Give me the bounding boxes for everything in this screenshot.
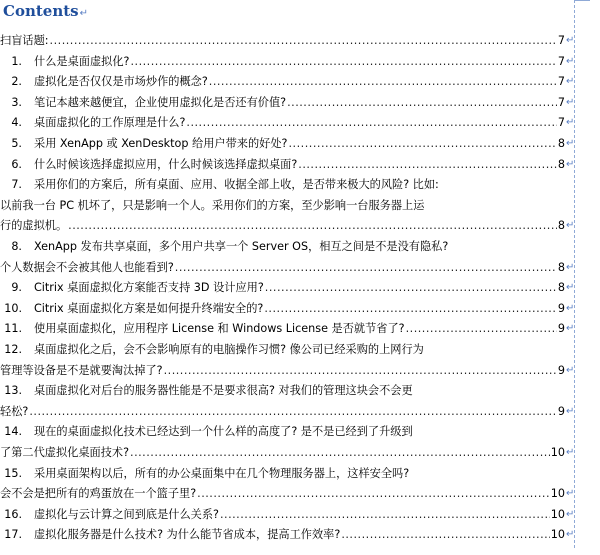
dot-leader (197, 484, 550, 504)
toc-page-number: 8 (557, 157, 565, 171)
toc-page-number: 7 (557, 116, 565, 130)
toc-entry[interactable] (0, 402, 574, 422)
return-mark-icon: ↵ (566, 323, 575, 335)
toc-page-number: 7 (557, 34, 565, 47)
toc-entry[interactable] (0, 484, 574, 504)
contents-heading (3, 2, 88, 20)
toc-entry-number: 12. (4, 343, 22, 356)
toc-entry-line[interactable] (0, 196, 574, 216)
return-mark-icon: ↵ (566, 529, 575, 541)
toc-entry[interactable] (0, 93, 574, 113)
toc-entry-title: 什么时候该选择虚拟应用，什么时候该选择虚拟桌面? (34, 157, 298, 171)
toc-entry-title-continued: 管理等设备是不是就要淘汰掉了? (0, 363, 163, 377)
return-mark-icon: ↵ (566, 117, 575, 129)
return-mark-icon: ↵ (566, 138, 575, 149)
return-mark-icon: ↵ (566, 261, 575, 273)
toc-entry-title: Citrix 桌面虚拟化方案是如何提升终端安全的? (34, 301, 264, 315)
toc-entry-title-continued: 了第二代虚拟化桌面技术? (0, 446, 130, 459)
toc-entry-title-continued: 行的虚拟机。 (0, 219, 68, 233)
return-mark-icon: ↵ (79, 8, 88, 19)
return-mark-icon: ↵ (566, 405, 575, 417)
toc-page-number: 10 (550, 446, 565, 459)
toc-entry-number: 17. (4, 528, 22, 542)
toc-page-number: 8 (557, 281, 565, 295)
toc-entry-number: 13. (4, 384, 22, 398)
dot-leader (209, 72, 557, 92)
return-mark-icon: ↵ (566, 508, 575, 520)
toc-entry-number: 8. (11, 240, 22, 253)
toc-entry-line[interactable] (0, 422, 574, 442)
toc-page-number: 9 (557, 404, 565, 418)
dot-leader (341, 525, 549, 545)
toc-entry-number: 3. (11, 95, 22, 109)
toc-entry-title: 采用 XenApp 或 XenDesktop 给用户带来的好处? (34, 137, 288, 150)
return-mark-icon: ↵ (566, 96, 575, 108)
toc-entry[interactable] (0, 134, 574, 154)
toc-entry-number: 6. (11, 157, 22, 171)
toc-entry[interactable] (0, 216, 574, 236)
toc-page-number: 10 (550, 507, 565, 521)
toc-entry-line[interactable] (0, 237, 574, 257)
toc-entry-title: 桌面虚拟化的工作原理是什么? (34, 116, 186, 130)
toc-entry-number: 1. (11, 54, 22, 68)
toc-page-number: 9 (557, 363, 565, 377)
toc-entry-number: 15. (4, 466, 22, 480)
toc-page-number: 10 (550, 487, 565, 501)
toc-entry-title: 桌面虚拟化对后台的服务器性能是不是要求很高? 对我们的管理这块会不会更 (34, 384, 413, 398)
toc-entry[interactable] (0, 31, 574, 51)
margin-guide (574, 0, 575, 548)
dot-leader (130, 52, 556, 72)
dot-leader (186, 113, 556, 133)
toc-entry[interactable] (0, 113, 574, 133)
toc-entry[interactable] (0, 278, 574, 298)
toc-page-number: 7 (557, 54, 565, 68)
toc-entry-number: 11. (4, 322, 22, 336)
return-mark-icon: ↵ (566, 220, 575, 232)
dot-leader (287, 93, 557, 113)
toc-page-number: 10 (550, 528, 565, 542)
dot-leader (130, 443, 550, 463)
toc-page-number: 9 (557, 301, 565, 315)
toc-entry[interactable] (0, 299, 574, 319)
toc-entry-title: 采用你们的方案后，所有桌面、应用、收据全部上收，是否带来极大的风险? 比如: (34, 178, 439, 192)
return-mark-icon: ↵ (566, 55, 575, 67)
toc-entry-line[interactable] (0, 175, 574, 195)
dot-leader (175, 258, 557, 278)
dot-leader (220, 505, 550, 525)
toc-entry[interactable] (0, 505, 574, 525)
dot-leader (50, 31, 557, 51)
toc-entry[interactable] (0, 525, 574, 545)
toc-entry-number: 7. (11, 178, 22, 192)
toc-entry-title: 笔记本越来越便宜，企业使用虚拟化是否还有价值? (34, 95, 287, 109)
toc-entry-title: 什么是桌面虚拟化? (34, 54, 130, 68)
toc-page-number: 7 (557, 75, 565, 89)
toc-entry-number: 4. (11, 116, 22, 130)
toc-entry[interactable] (0, 52, 574, 72)
toc-entry-title: 以前我一台 PC 机坏了，只是影响一个人。采用你们的方案，至少影响一台服务器上运 (0, 198, 425, 212)
toc-entry[interactable] (0, 361, 574, 381)
toc-page-number: 8 (557, 260, 565, 274)
toc-entry[interactable] (0, 155, 574, 175)
dot-leader (264, 299, 557, 319)
toc-page-number: 8 (557, 137, 565, 150)
dot-leader (164, 361, 557, 381)
toc-entry-number: 9. (11, 281, 22, 295)
toc-entry[interactable] (0, 443, 574, 463)
toc-entry-line[interactable] (0, 340, 574, 360)
toc-entry-title: 采用桌面架构以后，所有的办公桌面集中在几个物理服务器上，这样安全吗? (34, 466, 410, 480)
toc-entry-title: 现在的桌面虚拟化技术已经达到一个什么样的高度了? 是不是已经到了升级到 (34, 425, 413, 439)
return-mark-icon: ↵ (566, 35, 575, 46)
return-mark-icon: ↵ (566, 302, 575, 314)
dot-leader (406, 319, 557, 339)
return-mark-icon: ↵ (566, 158, 575, 170)
toc-entry-title: 虚拟化是否仅仅是市场炒作的概念? (34, 75, 208, 89)
dot-leader (29, 402, 557, 422)
margin-guide-corner (574, 0, 590, 1)
toc-entry-number: 5. (11, 137, 22, 150)
toc-entry-title: 虚拟化服务器是什么技术? 为什么能节省成本，提高工作效率? (34, 528, 341, 542)
toc-entry-title: XenApp 发布共享桌面，多个用户共享一个 Server OS，相互之间是不是没有隐私? (34, 240, 449, 253)
toc-entry-title: Citrix 桌面虚拟化方案能否支持 3D 设计应用? (34, 281, 264, 295)
toc-page-number: 9 (557, 322, 565, 336)
toc-entry-number: 16. (4, 507, 22, 521)
toc-entry-title: 扫盲话题: (0, 34, 49, 47)
toc-entry-number: 10. (4, 301, 22, 315)
toc-entry-title: 使用桌面虚拟化，应用程序 License 和 Windows License 是否就节省了? (34, 322, 405, 336)
toc-entry-title: 桌面虚拟化之后，会不会影响原有的电脑操作习惯? 像公司已经采购的上网行为 (34, 343, 424, 356)
return-mark-icon: ↵ (566, 76, 575, 88)
dot-leader (265, 278, 557, 298)
toc-entry-title-continued: 会不会是把所有的鸡蛋放在一个篮子里? (0, 487, 197, 501)
toc-entry-line[interactable] (0, 464, 574, 484)
return-mark-icon: ↵ (566, 282, 575, 294)
return-mark-icon: ↵ (566, 364, 575, 376)
dot-leader (298, 155, 557, 175)
toc-page-number: 7 (557, 95, 565, 109)
dot-leader (289, 134, 557, 154)
contents-title: Contents (3, 2, 79, 20)
toc-entry-number: 2. (11, 75, 22, 89)
return-mark-icon: ↵ (566, 488, 575, 500)
toc-entry[interactable] (0, 258, 574, 278)
toc-entry-title: 虚拟化与云计算之间到底是什么关系? (34, 507, 219, 521)
toc-entry-number: 14. (4, 425, 22, 439)
toc-entry[interactable] (0, 319, 574, 339)
toc-entry-title-continued: 个人数据会不会被其他人也能看到? (0, 260, 174, 274)
toc-page-number: 8 (557, 219, 565, 233)
toc-entry-title-continued: 轻松? (0, 404, 29, 418)
return-mark-icon: ↵ (566, 447, 575, 458)
dot-leader (68, 216, 557, 236)
toc-entry-line[interactable] (0, 381, 574, 401)
toc-entry[interactable] (0, 72, 574, 92)
